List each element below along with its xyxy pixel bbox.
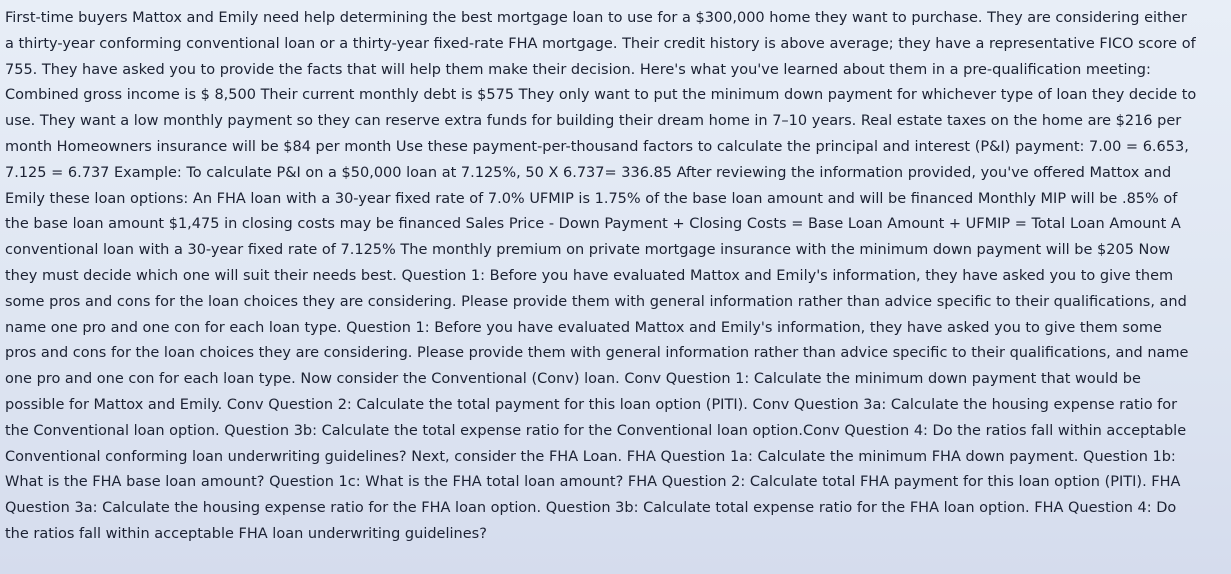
text-line: a thirty-year conforming conventional loan or a thirty-year fixed-rate FHA mortgage. Their credit history is above average; they have a representative FICO score of	[5, 35, 1196, 52]
text-line: month Homeowners insurance will be $84 per month Use these payment-per-thousand factors to calculate the principal and interest (P&I) payment: 7.00 = 6.653,	[5, 138, 1189, 155]
text-line: one pro and one con for each loan type. Now consider the Conventional (Conv) loan. Conv Question 1: Calculate the minimum down payment that would be	[5, 371, 1141, 388]
text-line: First-time buyers Mattox and Emily need help determining the best mortgage loan to use for a $300,000 home they want to purchase. They are considering either	[5, 10, 1187, 26]
text-line: pros and cons for the loan choices they are considering. Please provide them with general information rather than advice specific to their qualifications, and name	[5, 345, 1189, 362]
text-line: Question 3a: Calculate the housing expense ratio for the FHA loan option. Question 3b: Calculate total expense ratio for the FHA loan option. FHA Question 4: Do	[5, 500, 1177, 517]
text-line: the Conventional loan option. Question 3b: Calculate the total expense ratio for the Conventional loan option.Conv Question 4: Do the ratios fall within acceptable	[5, 422, 1187, 439]
text-line: 755. They have asked you to provide the facts that will help them make their decision. Here's what you've learned about them in a pre-qualification meeting:	[5, 61, 1151, 78]
text-line: the ratios fall within acceptable FHA loan underwriting guidelines?	[5, 525, 487, 542]
text-line: conventional loan with a 30-year fixed rate of 7.125% The monthly premium on private mortgage insurance with the minimum down payment will be $205 Now	[5, 242, 1171, 259]
text-line: some pros and cons for the loan choices they are considering. Please provide them with general information rather than advice specific to their qualifications, and	[5, 293, 1187, 310]
text-line: Emily these loan options: An FHA loan with a 30-year fixed rate of 7.0% UFMIP is 1.75% of the base loan amount and will be financed Monthly MIP will be .85% of	[5, 190, 1178, 207]
text-line: name one pro and one con for each loan type. Question 1: Before you have evaluated Mattox and Emily's information, they have asked you to give them some	[5, 319, 1162, 336]
text-line: 7.125 = 6.737 Example: To calculate P&I on a $50,000 loan at 7.125%, 50 X 6.737= 336.85 After reviewing the information provided, you've offered Mattox and	[5, 164, 1172, 181]
text-line: Combined gross income is $ 8,500 Their current monthly debt is $575 They only want to put the minimum down payment for whichever type of loan they decide to	[5, 87, 1197, 104]
problem-text	[5, 6, 1225, 548]
text-line: the base loan amount $1,475 in closing costs may be financed Sales Price - Down Payment + Closing Costs = Base Loan Amount + UFMIP = Total Loan Amount A	[5, 216, 1181, 233]
text-line: possible for Mattox and Emily. Conv Question 2: Calculate the total payment for this loan option (PITI). Conv Question 3a: Calculate the housing expense ratio for	[5, 396, 1178, 413]
text-line: Conventional conforming loan underwriting guidelines? Next, consider the FHA Loan. FHA Question 1a: Calculate the minimum FHA down payment. Question 1b:	[5, 448, 1176, 465]
text-line: use. They want a low monthly payment so they can reserve extra funds for building their dream home in 7–10 years. Real estate taxes on the home are $216 per	[5, 113, 1182, 130]
text-line: they must decide which one will suit their needs best. Question 1: Before you have evaluated Mattox and Emily's information, they have asked you to give them	[5, 267, 1174, 284]
text-line: What is the FHA base loan amount? Question 1c: What is the FHA total loan amount? FHA Question 2: Calculate total FHA payment for this loan option (PITI). FHA	[5, 474, 1181, 491]
